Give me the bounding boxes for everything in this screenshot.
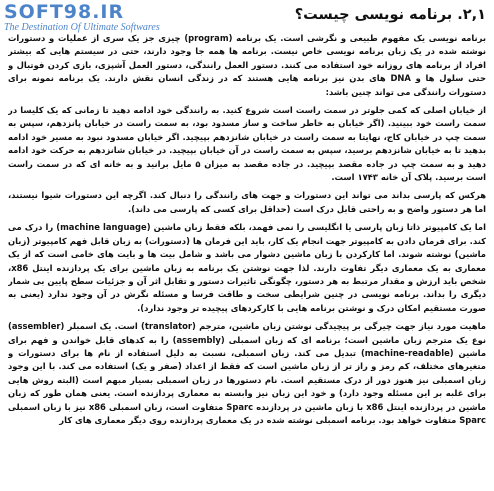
section-heading: ۲,۱. برنامه نویسی چیست؟ [294,7,486,23]
paragraph-translator: ماهیت مورد نیاز جهت چیرگی بر پیچیدگی نوشتن زبان ماشین، مترجم (translator) است. یک اسمبلر (assembler) نوع یک مترجم زبان ماشین است؛ برنامه ای که زبان اسمبلی (assembly) را به کدهای قابل خواندن و فهم برای ماشین (machine-readable) تبدیل می کند. زبان اسمبلی، نسبت به دلیل استفاده از نام ها برای دستورات و متغیرهای مختلف، کم رمز و راز تر از زبان ماشین است که فقط از اعداد (صفر و یک) استفاده می کند. با این وجود زبان اسمبلی نیز هنوز دور از درک مستقیم است. نام دستورها در زبان اسمبلی بسیار مبهم است (البته روش هایی برای غلبه بر این مسئله وجود دارد) و خود این زبان نیز وابسته به معماری پردازنده است. یعنی همان طور که زبان ماشین در پردازنده اینتل x86 با زبان ماشین در پردازنده Sparc متفاوت است، زبان اسمبلی x86 نیز با زبان اسمبلی Sparc متفاوت خواهد بود. برنامه اسمبلی نوشته شده در یک معماری پردازنده روی دیگر معماری های کار [8,321,486,425]
document-page [8,4,486,487]
paragraph-machine-language: اما یک کامپیوتر ذاتا زبان پارسی یا انگلیسی را نمی فهمد، بلکه فقط زبان ماشین (machine language) را درک می کند. برای فرمان دادن به کامپیوتر جهت انجام یک کار، باید این فرمان ها (دستورات) به زبان قابل فهم کامپیوتر (زبان ماشین) نوشته شوند. اما کارکردن با زبان ماشین دشوار می باشد و شامل بیت ها و بایت های خامی است که از یک معماری به یک معماری دیگر تفاوت دارند. لذا جهت نوشتن یک برنامه به زبان ماشین برای یک پردازنده اینتل x86، شخص باید ارزش و مقدار مرتبط به هر دستور، چگونگی تاثیرات دستور و تقابل اثر آن و جزئیات سطح پایین بی شمار دیگری را بداند. برنامه نویسی در چنین شرایطی سخت و طاقت فرسا و مسئله نگرش در آن وجود ندارد (یعنی به صورت مستقیم امکان درک و نوشتن برنامه هایی با کارکردهای پیچیده تر وجود ندارد). [8,222,486,313]
watermark-logo-text: SOFT98.IR [4,1,125,23]
paragraph-readability: هرکس که پارسی بداند می تواند این دستورات و جهت های رانندگی را دنبال کند. اگرچه این دستورات شیوا نیستند، اما هر دستور واضح و به راحتی قابل درک است (حداقل برای کسی که پارسی می داند). [8,190,486,214]
paragraph-driving-directions: از خیابان اصلی که کمی جلوتر در سمت راست است شروع کنید. به رانندگی خود ادامه دهید تا زمانی که یک کلیسا در سمت راست خود ببینید. (اگر خیابان به خاطر ساخت و ساز مسدود بود، به سمت راست در خیابان پانزدهم، سپس به سمت چپ در خیابان کاج، نهایتا به سمت راست در خیابان شانزدهم بپیچید. اگر خیابان مسدود نبود به مسیر خود ادامه بدهید تا به خیابان شانزدهم برسید، سپس به سمت راست در آن خیابان بپیچید. در خیابان شانزدهم به حرکت خود ادامه دهید و به سمت چپ در جاده مقصد بپیچید. در جاده مقصد به میزان ۵ مایل برانید و به خانه ای که در سمت راست است برسید. پلاک آن خانه ۱۷۴۳ است. [8,105,486,183]
paragraph-intro: برنامه نویسی یک مفهوم طبیعی و نگرشی است. یک برنامه (program) چیزی جز یک سری از عملیات و دستورات نوشته شده در یک زبان برنامه نویسی خاص نیست. برنامه ها همه جا وجود دارند، حتی در سیستم هایی که بیشتر افراد از برنامه های روزانه خود استفاده می کنند. دستور العمل رانندگی، دستور العمل آشپزی، بازی کردن فوتبال و حتی سلول ها و DNA های بدن نیز برنامه هایی هستند که در زندگی انسان نقش دارند. یک برنامه نمونه برای دستورات رانندگی می تواند چنین باشد: [8,33,486,97]
watermark-tagline: The Destination Of Ultimate Softwares [4,22,160,33]
